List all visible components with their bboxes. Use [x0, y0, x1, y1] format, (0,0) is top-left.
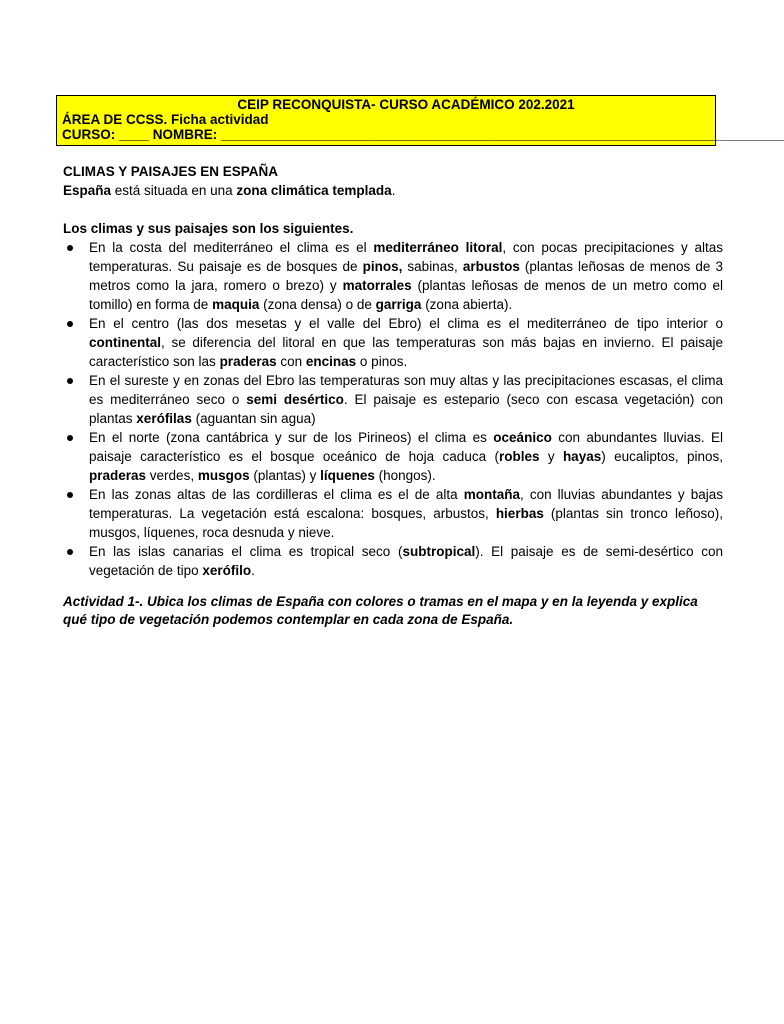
key-term: oceánico: [493, 430, 552, 445]
item-text: y: [539, 449, 563, 464]
activity-instructions: Actividad 1-. Ubica los climas de España con colores o tramas en el mapa y en la leyenda y explica qué tipo de vegetación podemos contemplar en cada zona de España.: [63, 594, 698, 627]
item-text: (zona densa) o de: [259, 297, 376, 312]
item-text: con: [276, 354, 306, 369]
key-term: semi desértico: [246, 392, 344, 407]
list-item: [63, 428, 723, 485]
key-term: xerófilas: [136, 411, 192, 426]
school-title: CEIP RECONQUISTA- CURSO ACADÉMICO 202.2021: [237, 97, 575, 112]
key-term: xerófilo: [202, 563, 252, 578]
item-text: , con lluvias abundantes y bajas temperaturas. La vegetación está escalona: bosques, arbustos,: [89, 487, 724, 521]
key-term: matorrales: [342, 278, 412, 293]
key-term: praderas: [89, 468, 147, 483]
key-term: mediterráneo litoral: [373, 240, 503, 255]
item-text: En el centro (las dos mesetas y el valle del Ebro) el clima es el mediterráneo de tipo interior o: [89, 316, 723, 331]
section-subtitle: Los climas y sus paisajes son los siguientes.: [63, 221, 354, 236]
intro-text: está situada en una: [111, 183, 237, 198]
item-text: verdes,: [146, 468, 198, 483]
intro-term: España: [63, 183, 112, 198]
list-item: [63, 238, 723, 314]
intro-text: .: [391, 183, 396, 198]
key-term: líquenes: [320, 468, 375, 483]
item-text: ). El paisaje es de semi-desértico con vegetación de tipo: [89, 544, 723, 578]
key-term: continental: [89, 335, 162, 350]
intro-term: zona climática templada: [236, 183, 392, 198]
item-text: , se diferencia del litoral en que las temperaturas son más bajas en invierno. El paisaje característico son las: [89, 335, 723, 369]
key-term: hierbas: [495, 506, 544, 521]
item-text: sabinas,: [402, 259, 463, 274]
item-text: En las zonas altas de las cordilleras el clima es el de alta: [89, 487, 464, 502]
key-term: montaña: [463, 487, 520, 502]
item-text: (zona abierta).: [421, 297, 513, 312]
list-item: [63, 371, 723, 428]
item-text: (plantas leñosas de menos de un metro como el tomillo) en forma de: [89, 278, 723, 312]
worksheet-content: [63, 162, 723, 629]
worksheet-header: [56, 95, 784, 146]
item-text: En las islas canarias el clima es tropical seco (: [89, 544, 403, 559]
item-text: o pinos.: [356, 354, 408, 369]
list-item: [63, 485, 723, 542]
subject-line: ÁREA DE CCSS. Ficha actividad: [62, 112, 269, 127]
item-text: (plantas sin tronco leñoso), musgos, líquenes, roca desnuda y nieve.: [89, 506, 724, 540]
key-term: robles: [498, 449, 540, 464]
item-text: (aguantan sin agua): [191, 411, 316, 426]
page-title: CLIMAS Y PAISAJES EN ESPAÑA: [63, 164, 279, 179]
item-text: con abundantes lluvias. El paisaje característico es el bosque oceánico de hoja caduca (: [89, 430, 724, 464]
item-text: . El paisaje es estepario (seco con escasa vegetación) con plantas: [89, 392, 723, 426]
item-text: En el norte (zona cantábrica y sur de los Pirineos) el clima es: [89, 430, 494, 445]
student-name-line: CURSO: ____ NOMBRE: ___________________________________________________________________________: [62, 127, 784, 142]
item-text: En la costa del mediterráneo el clima es el: [89, 240, 374, 255]
key-term: garriga: [375, 297, 422, 312]
key-term: encinas: [305, 354, 357, 369]
intro-paragraph: [63, 181, 723, 200]
item-text: (plantas) y: [249, 468, 321, 483]
key-term: maquia: [212, 297, 260, 312]
item-text: .: [251, 563, 255, 578]
key-term: praderas: [219, 354, 277, 369]
key-term: pinos,: [362, 259, 403, 274]
key-term: musgos: [197, 468, 250, 483]
item-text: , con pocas precipitaciones y altas temperaturas. Su paisaje es de bosques de: [89, 240, 723, 274]
list-item: [63, 542, 723, 580]
key-term: hayas: [562, 449, 602, 464]
key-term: arbustos: [462, 259, 520, 274]
list-item: [63, 314, 723, 371]
key-term: subtropical: [402, 544, 476, 559]
item-text: En el sureste y en zonas del Ebro las temperaturas son muy altas y las precipitaciones escasas, el clima es mediterráneo seco o: [89, 373, 723, 407]
item-text: ) eucaliptos, pinos,: [601, 449, 723, 464]
item-text: (hongos).: [374, 468, 436, 483]
item-text: (plantas leñosas de menos de 3 metros como la jara, romero o brezo) y: [89, 259, 724, 293]
climate-list: [63, 238, 723, 580]
